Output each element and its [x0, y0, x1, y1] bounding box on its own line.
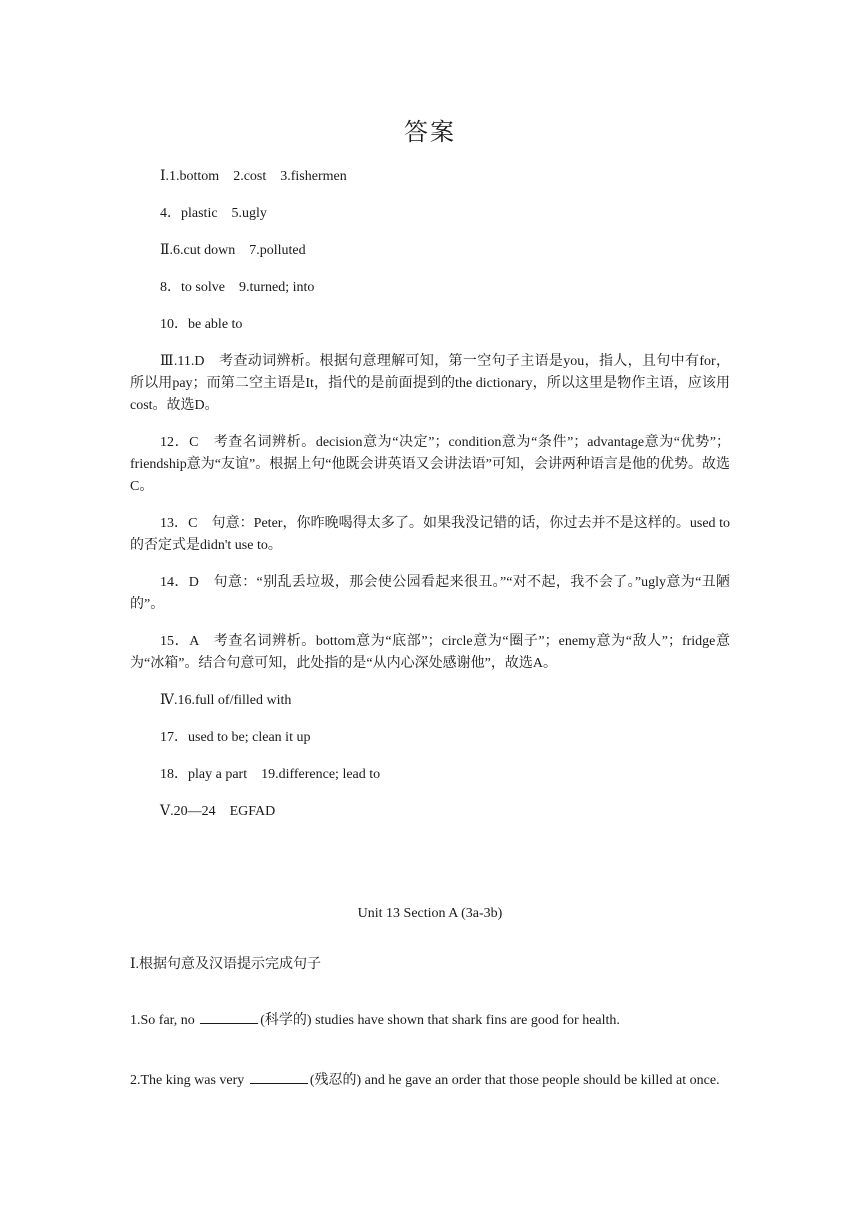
answer-line: 10．be able to — [160, 317, 243, 332]
answer-line: Ⅱ.6.cut down 7.polluted — [160, 243, 306, 258]
section-title: Unit 13 Section A (3a-3b) — [357, 906, 503, 921]
answer-explanation: Ⅲ.11.D 考查动词辨析。根据句意理解可知，第一空句子主语是you，指人，且句中有for，所以用pay；而第二空主语是It，指代的是前面提到的the dictionary，所以这里是物作主语，应该用cost。故选D。 — [130, 354, 730, 413]
answer-explanation: 13．C 句意：Peter，你昨晚喝得太多了。如果我没记错的话，你过去并不是这样的。used to的否定式是didn't use to。 — [130, 516, 730, 553]
exercise-item-text: (残忍的) and he gave an order that those people should be killed at once. — [309, 1073, 720, 1088]
answer-explanation: 12．C 考查名词辨析。decision意为“决定”；condition意为“条件”；advantage意为“优势”；friendship意为“友谊”。根据上句“他既会讲英语又会讲法语”可知，会讲两种语言是他的优势。故选C。 — [130, 435, 730, 494]
answer-line: 8．to solve 9.turned; into — [160, 280, 315, 295]
page-title: 答案 — [404, 118, 456, 146]
answer-line: 4．plastic 5.ugly — [160, 206, 267, 221]
exercise-item — [130, 1064, 730, 1098]
answer-line: Ⅳ.16.full of/filled with — [160, 693, 292, 708]
exercise-item-text: 2.The king was very — [130, 1073, 248, 1088]
exercise-item-text: 1.So far, no — [130, 1013, 199, 1028]
exercise-section — [130, 954, 730, 1124]
answer-explanation: 15．A 考查名词辨析。bottom意为“底部”；circle意为“圈子”；enemy意为“敌人”；fridge意为“冰箱”。结合句意可知，此处指的是“从内心深处感谢他”，故选A。 — [130, 634, 730, 671]
answer-line: 18．play a part 19.difference; lead to — [160, 767, 381, 782]
answer-blank[interactable] — [250, 1069, 308, 1084]
answer-blank[interactable] — [200, 1009, 258, 1024]
exercise-item — [130, 1004, 730, 1038]
exercise-item-text: (科学的) studies have shown that shark fins are good for health. — [260, 1013, 620, 1028]
answer-line: 17．used to be; clean it up — [160, 730, 311, 745]
answer-list — [130, 166, 730, 838]
answer-line: Ⅰ.1.bottom 2.cost 3.fishermen — [160, 169, 347, 184]
answer-line: Ⅴ.20—24 EGFAD — [160, 804, 276, 819]
answer-explanation: 14．D 句意：“别乱丢垃圾，那会使公园看起来很丑。”“对不起，我不会了。”ugly意为“丑陋的”。 — [130, 575, 730, 612]
exercise-heading: Ⅰ.根据句意及汉语提示完成句子 — [130, 957, 322, 972]
